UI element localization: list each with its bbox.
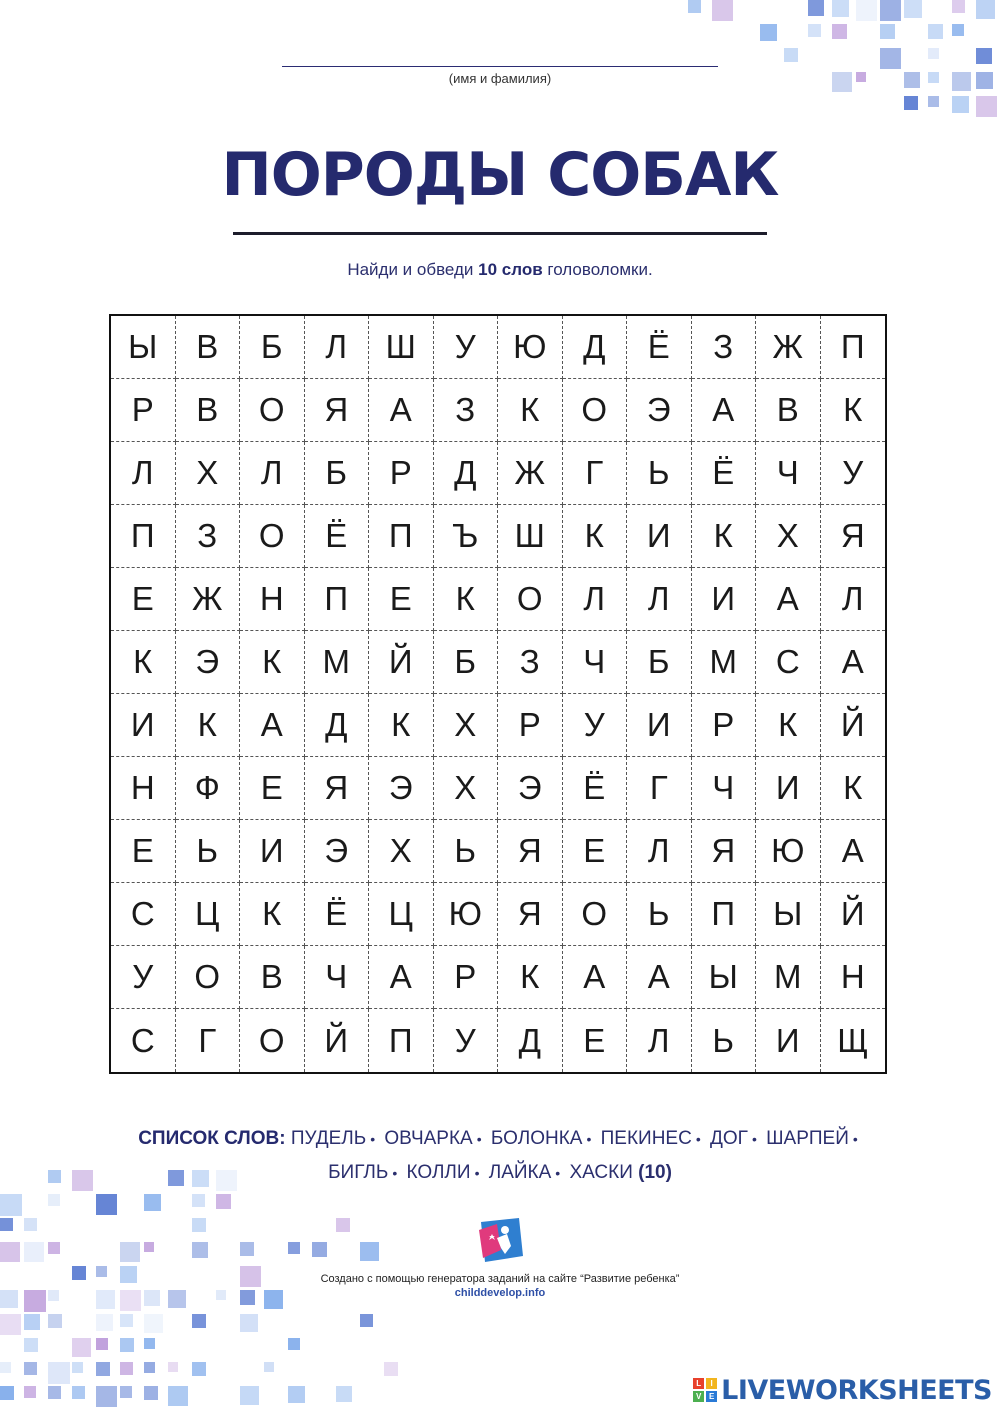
grid-cell[interactable]: Ю xyxy=(434,883,499,946)
word-separator: • xyxy=(476,1131,482,1147)
liveworksheets-icon-square: L xyxy=(693,1378,704,1389)
grid-cell[interactable]: К xyxy=(756,694,821,757)
grid-cell[interactable]: Л xyxy=(563,568,628,631)
decor-square xyxy=(312,1242,327,1257)
grid-cell[interactable]: Х xyxy=(434,757,499,820)
grid-cell[interactable]: У xyxy=(821,442,886,505)
word-separator: • xyxy=(695,1131,701,1147)
word-item: ПУДЕЛЬ xyxy=(290,1128,367,1149)
grid-cell[interactable]: М xyxy=(692,631,757,694)
decor-square xyxy=(96,1338,108,1350)
grid-cell[interactable]: Ь xyxy=(692,1009,757,1072)
grid-cell[interactable]: Р xyxy=(692,694,757,757)
grid-cell[interactable]: П xyxy=(369,1009,434,1072)
grid-cell[interactable]: У xyxy=(563,694,628,757)
grid-cell[interactable]: Я xyxy=(305,379,370,442)
grid-cell[interactable]: О xyxy=(563,883,628,946)
grid-cell[interactable]: П xyxy=(369,505,434,568)
liveworksheets-icon xyxy=(693,1378,717,1402)
grid-cell[interactable]: Ф xyxy=(176,757,241,820)
grid-cell[interactable]: К xyxy=(434,568,499,631)
decor-square xyxy=(120,1338,134,1352)
grid-cell[interactable]: Е xyxy=(111,820,176,883)
decor-square xyxy=(976,48,992,64)
decor-square xyxy=(976,96,997,117)
grid-cell[interactable]: К xyxy=(692,505,757,568)
decor-square xyxy=(264,1362,274,1372)
word-item: БОЛОНКА xyxy=(490,1128,583,1149)
grid-cell[interactable]: Х xyxy=(176,442,241,505)
grid-cell[interactable]: У xyxy=(434,1009,499,1072)
grid-cell[interactable]: Г xyxy=(563,442,628,505)
liveworksheets-watermark xyxy=(693,1375,992,1405)
grid-cell[interactable]: Б xyxy=(627,631,692,694)
grid-cell[interactable]: Ц xyxy=(176,883,241,946)
grid-cell[interactable]: Ч xyxy=(563,631,628,694)
title-divider xyxy=(233,232,767,235)
grid-cell[interactable]: Ъ xyxy=(434,505,499,568)
word-separator: • xyxy=(392,1165,398,1181)
decor-square xyxy=(784,48,798,62)
decor-square xyxy=(120,1314,133,1327)
decor-square xyxy=(808,0,824,16)
grid-cell[interactable]: К xyxy=(240,883,305,946)
grid-cell[interactable]: Х xyxy=(434,694,499,757)
grid-cell[interactable]: А xyxy=(627,946,692,1009)
grid-cell[interactable]: Я xyxy=(498,883,563,946)
word-separator: • xyxy=(751,1131,757,1147)
grid-cell[interactable]: Я xyxy=(821,505,886,568)
grid-cell[interactable]: Ы xyxy=(692,946,757,1009)
decor-square xyxy=(96,1314,113,1331)
grid-cell[interactable]: С xyxy=(756,631,821,694)
grid-cell[interactable]: М xyxy=(756,946,821,1009)
liveworksheets-text: LIVEWORKSHEETS xyxy=(721,1374,992,1406)
grid-cell[interactable]: Ж xyxy=(756,316,821,379)
grid-cell[interactable]: С xyxy=(111,883,176,946)
grid-cell[interactable]: З xyxy=(434,379,499,442)
decor-square xyxy=(856,0,877,21)
decor-square xyxy=(120,1386,132,1398)
grid-cell[interactable]: Э xyxy=(176,631,241,694)
decor-square xyxy=(24,1362,37,1375)
grid-cell[interactable]: К xyxy=(498,946,563,1009)
grid-cell[interactable]: В xyxy=(756,379,821,442)
decor-square xyxy=(384,1362,398,1376)
word-item: ШАРПЕЙ xyxy=(766,1128,849,1149)
grid-cell[interactable]: Р xyxy=(498,694,563,757)
decor-square xyxy=(360,1314,373,1327)
grid-cell[interactable]: Ж xyxy=(498,442,563,505)
decor-square xyxy=(72,1362,83,1373)
decor-square xyxy=(952,0,965,13)
grid-cell[interactable]: С xyxy=(111,1009,176,1072)
decor-square xyxy=(904,96,918,110)
word-search-grid[interactable] xyxy=(109,314,887,1074)
grid-cell[interactable]: Д xyxy=(434,442,499,505)
grid-cell[interactable]: Щ xyxy=(837,1021,869,1059)
grid-cell[interactable]: К xyxy=(563,505,628,568)
grid-cell[interactable]: У xyxy=(434,316,499,379)
grid-cell[interactable]: Ю xyxy=(498,316,563,379)
name-line[interactable] xyxy=(282,66,718,67)
decor-square xyxy=(336,1218,350,1232)
decor-square xyxy=(72,1170,93,1191)
decor-square xyxy=(168,1386,188,1406)
decor-square xyxy=(928,96,939,107)
grid-cell[interactable]: Э xyxy=(498,757,563,820)
decor-square xyxy=(240,1314,258,1332)
grid-cell[interactable]: Н xyxy=(821,946,886,1009)
instruction-count: 10 слов xyxy=(478,260,543,279)
grid-cell[interactable]: Е xyxy=(111,568,176,631)
site-link[interactable]: childdevelop.info xyxy=(454,1287,546,1299)
decor-square xyxy=(880,24,895,39)
grid-cell[interactable]: К xyxy=(176,694,241,757)
instruction-suffix: головоломки. xyxy=(542,260,653,279)
grid-cell[interactable]: А xyxy=(240,694,305,757)
grid-cell[interactable]: А xyxy=(369,946,434,1009)
grid-cell[interactable]: Д xyxy=(563,316,628,379)
word-separator: • xyxy=(586,1131,592,1147)
grid-cell[interactable]: Ш xyxy=(498,505,563,568)
grid-cell[interactable]: Е xyxy=(563,1009,628,1072)
decor-square xyxy=(0,1218,13,1231)
grid-cell[interactable]: Л xyxy=(627,1009,692,1072)
grid-cell[interactable]: И xyxy=(756,757,821,820)
decor-square xyxy=(96,1362,110,1376)
grid-cell[interactable]: Я xyxy=(498,820,563,883)
decor-square xyxy=(288,1242,300,1254)
grid-cell[interactable]: Р xyxy=(111,379,176,442)
grid-cell[interactable]: Ь xyxy=(627,883,692,946)
decor-square xyxy=(144,1362,155,1373)
decor-top-right xyxy=(640,0,1000,140)
grid-cell[interactable]: М xyxy=(305,631,370,694)
grid-cell[interactable]: Ю xyxy=(756,820,821,883)
grid-cell[interactable]: Д xyxy=(305,694,370,757)
decor-square xyxy=(952,96,969,113)
decor-square xyxy=(0,1314,21,1335)
grid-cell[interactable]: В xyxy=(240,946,305,1009)
decor-square xyxy=(48,1170,61,1183)
grid-cell[interactable]: А xyxy=(692,379,757,442)
grid-cell[interactable]: Й xyxy=(305,1009,370,1072)
decor-square xyxy=(192,1194,205,1207)
grid-cell[interactable]: П xyxy=(692,883,757,946)
liveworksheets-icon-square: V xyxy=(693,1391,704,1402)
decor-square xyxy=(0,1242,20,1262)
grid-cell[interactable]: К xyxy=(369,694,434,757)
grid-cell[interactable]: О xyxy=(240,379,305,442)
grid-cell[interactable]: О xyxy=(176,946,241,1009)
decor-square xyxy=(168,1362,178,1372)
grid-cell[interactable]: Ь xyxy=(627,442,692,505)
word-item: ПЕКИНЕС xyxy=(600,1128,692,1149)
decor-square xyxy=(192,1218,206,1232)
grid-cell[interactable]: О xyxy=(240,1009,305,1072)
grid-cell[interactable]: И xyxy=(756,1009,821,1072)
word-separator: • xyxy=(474,1165,480,1181)
grid-cell[interactable]: Ё xyxy=(305,505,370,568)
grid-cell[interactable]: Э xyxy=(627,379,692,442)
grid-cell[interactable]: Б xyxy=(434,631,499,694)
grid-cell[interactable]: З xyxy=(176,505,241,568)
decor-square xyxy=(24,1338,38,1352)
grid-cell[interactable]: Ч xyxy=(305,946,370,1009)
grid-cell[interactable]: Л xyxy=(627,820,692,883)
grid-cell[interactable]: З xyxy=(498,631,563,694)
grid-cell[interactable]: Й xyxy=(821,883,886,946)
grid-cell[interactable]: Л xyxy=(305,316,370,379)
grid-cell[interactable]: К xyxy=(240,631,305,694)
decor-square xyxy=(192,1242,208,1258)
decor-square xyxy=(832,0,849,17)
grid-cell[interactable]: Й xyxy=(821,694,886,757)
decor-square xyxy=(712,0,733,21)
grid-cell[interactable]: Ё xyxy=(563,757,628,820)
liveworksheets-icon-square: I xyxy=(706,1378,717,1389)
childdevelop-logo-icon xyxy=(475,1216,525,1264)
decor-square xyxy=(48,1194,60,1206)
decor-square xyxy=(360,1242,379,1261)
grid-cell[interactable]: Д xyxy=(498,1009,563,1072)
grid-cell[interactable]: А xyxy=(821,631,886,694)
decor-square xyxy=(240,1242,254,1256)
grid-cell[interactable]: Г xyxy=(176,1009,241,1072)
grid-cell[interactable]: У xyxy=(111,946,176,1009)
grid-cell[interactable]: Ч xyxy=(692,757,757,820)
word-item: ОВЧАРКА xyxy=(384,1128,473,1149)
grid-cell[interactable]: Р xyxy=(369,442,434,505)
grid-cell[interactable]: Ж xyxy=(176,568,241,631)
grid-cell[interactable]: Ы xyxy=(111,316,176,379)
decor-square xyxy=(0,1194,22,1216)
grid-cell[interactable]: Л xyxy=(821,568,886,631)
grid-cell[interactable]: Л xyxy=(240,442,305,505)
grid-cell[interactable]: И xyxy=(627,505,692,568)
decor-square xyxy=(72,1338,91,1357)
grid-cell[interactable]: О xyxy=(563,379,628,442)
decor-square xyxy=(928,24,943,39)
grid-cell[interactable]: Ё xyxy=(692,442,757,505)
decor-square xyxy=(48,1242,60,1254)
decor-square xyxy=(760,24,777,41)
decor-square xyxy=(144,1194,161,1211)
grid-cell[interactable]: Э xyxy=(305,820,370,883)
grid-cell[interactable]: Г xyxy=(627,757,692,820)
decor-square xyxy=(144,1386,158,1400)
grid-cell[interactable]: Б xyxy=(305,442,370,505)
decor-square xyxy=(808,24,821,37)
decor-square xyxy=(48,1362,70,1384)
grid-cell[interactable]: Ь xyxy=(176,820,241,883)
grid-cell[interactable]: Р xyxy=(434,946,499,1009)
decor-square xyxy=(688,0,701,13)
grid-cell[interactable]: А xyxy=(821,820,886,883)
decor-square xyxy=(832,24,847,39)
grid-cell[interactable]: А xyxy=(756,568,821,631)
decor-square xyxy=(48,1314,62,1328)
decor-square xyxy=(192,1362,206,1376)
decor-square xyxy=(216,1194,231,1209)
decor-square xyxy=(48,1386,61,1399)
decor-square xyxy=(928,48,939,59)
grid-cell[interactable]: П xyxy=(111,505,176,568)
grid-cell[interactable]: Ч xyxy=(756,442,821,505)
word-separator: • xyxy=(370,1131,376,1147)
credit-text: Создано с помощью генератора заданий на сайте “Развитие ребенка” xyxy=(320,1273,680,1285)
grid-cell[interactable]: О xyxy=(498,568,563,631)
grid-cell[interactable]: Е xyxy=(240,757,305,820)
grid-cell[interactable]: Ц xyxy=(369,883,434,946)
grid-cell[interactable]: К xyxy=(821,379,886,442)
decor-square xyxy=(120,1362,133,1375)
word-count: (10) xyxy=(638,1162,672,1183)
decor-square xyxy=(336,1386,352,1402)
grid-cell[interactable]: Е xyxy=(563,820,628,883)
decor-square xyxy=(96,1194,117,1215)
grid-cell[interactable]: Э xyxy=(369,757,434,820)
word-item: ЛАЙКА xyxy=(488,1162,552,1183)
instruction xyxy=(0,260,1000,280)
decor-square xyxy=(904,0,922,18)
grid-cell[interactable]: Я xyxy=(692,820,757,883)
grid-cell[interactable]: К xyxy=(498,379,563,442)
decor-square xyxy=(880,0,901,21)
grid-cell[interactable]: В xyxy=(176,379,241,442)
grid-cell[interactable]: И xyxy=(627,694,692,757)
grid-cell[interactable]: Н xyxy=(240,568,305,631)
decor-square xyxy=(288,1386,305,1403)
grid-cell[interactable]: Я xyxy=(305,757,370,820)
grid-cell[interactable]: Л xyxy=(111,442,176,505)
instruction-prefix: Найди и обведи xyxy=(347,260,479,279)
decor-square xyxy=(144,1242,154,1252)
page-title: ПОРОДЫ СОБАК xyxy=(221,140,779,210)
grid-cell[interactable]: Х xyxy=(369,820,434,883)
grid-cell[interactable]: Ш xyxy=(369,316,434,379)
word-item: ХАСКИ xyxy=(569,1162,633,1183)
grid-cell[interactable]: И xyxy=(111,694,176,757)
grid-cell[interactable]: В xyxy=(176,316,241,379)
decor-square xyxy=(0,1362,11,1373)
decor-square xyxy=(24,1218,37,1231)
grid-cell[interactable]: А xyxy=(369,379,434,442)
decor-square xyxy=(144,1338,155,1349)
grid-cell[interactable]: И xyxy=(240,820,305,883)
grid-cell[interactable]: К xyxy=(821,757,886,820)
word-separator: • xyxy=(852,1131,858,1147)
grid-cell[interactable]: Б xyxy=(240,316,305,379)
word-list xyxy=(100,1122,900,1190)
grid-cell[interactable]: О xyxy=(240,505,305,568)
grid-cell[interactable]: З xyxy=(692,316,757,379)
decor-square xyxy=(120,1242,140,1262)
decor-square xyxy=(24,1386,36,1398)
grid-cell[interactable]: К xyxy=(111,631,176,694)
name-caption: (имя и фамилия) xyxy=(448,71,552,86)
decor-square xyxy=(96,1386,117,1407)
grid-cell[interactable]: П xyxy=(821,316,886,379)
grid-cell[interactable]: Ы xyxy=(756,883,821,946)
grid-cell[interactable]: И xyxy=(692,568,757,631)
grid-cell[interactable]: Й xyxy=(369,631,434,694)
word-list-label: СПИСОК СЛОВ: xyxy=(138,1128,286,1149)
word-item: ДОГ xyxy=(710,1128,748,1149)
decor-square xyxy=(192,1314,206,1328)
decor-square xyxy=(952,24,964,36)
word-item: БИГЛЬ xyxy=(328,1162,389,1183)
grid-cell[interactable]: Ь xyxy=(434,820,499,883)
liveworksheets-icon-square: E xyxy=(706,1391,717,1402)
decor-square xyxy=(880,48,901,69)
decor-square xyxy=(144,1314,163,1333)
decor-square xyxy=(288,1338,300,1350)
grid-cell[interactable]: Е xyxy=(369,568,434,631)
decor-square xyxy=(72,1386,85,1399)
decor-square xyxy=(24,1242,44,1262)
grid-cell[interactable]: А xyxy=(563,946,628,1009)
decor-square xyxy=(24,1314,40,1330)
word-item: КОЛЛИ xyxy=(406,1162,471,1183)
grid-cell[interactable]: Ё xyxy=(305,883,370,946)
grid-cell[interactable]: Ё xyxy=(627,316,692,379)
grid-cell[interactable]: Л xyxy=(627,568,692,631)
grid-cell[interactable]: Н xyxy=(111,757,176,820)
grid-cell[interactable]: Х xyxy=(756,505,821,568)
grid-cell[interactable]: П xyxy=(305,568,370,631)
decor-square xyxy=(240,1386,259,1405)
decor-square xyxy=(976,0,995,19)
word-separator: • xyxy=(555,1165,561,1181)
decor-square xyxy=(0,1386,14,1400)
